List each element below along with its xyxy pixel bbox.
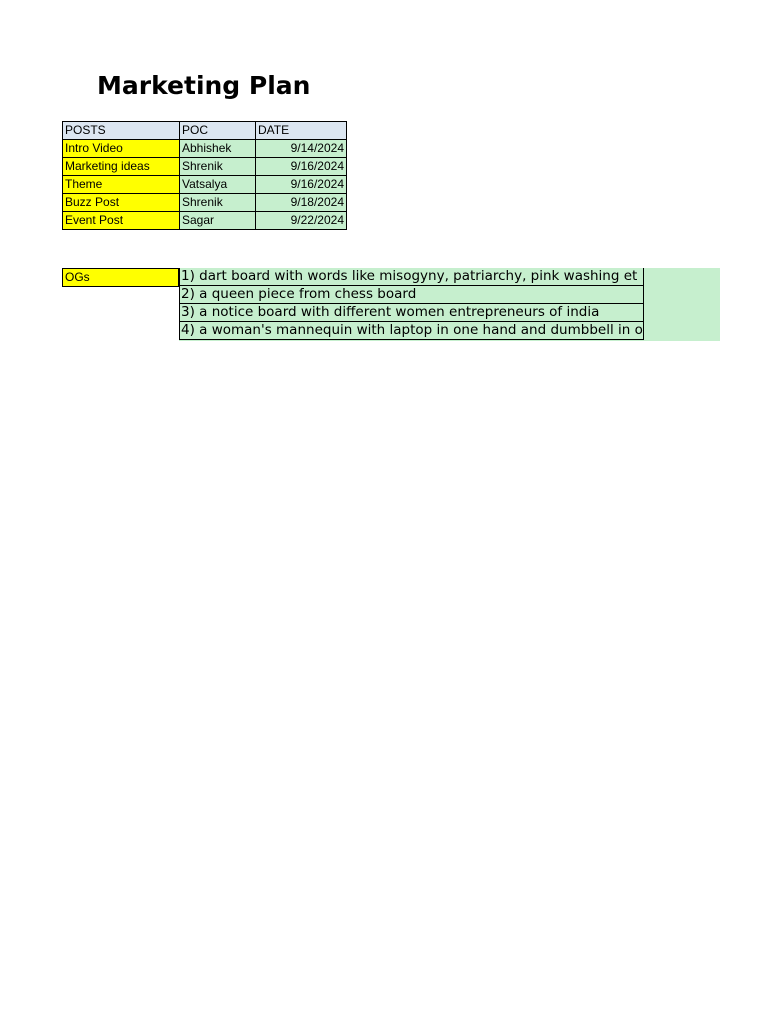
post-cell[interactable]: Event Post (63, 212, 180, 230)
ogs-label-cell[interactable]: OGs (62, 268, 179, 287)
og-item[interactable]: 4) a woman's mannequin with laptop in one hand and dumbbell in o (181, 322, 643, 338)
og-item[interactable]: 1) dart board with words like misogyny, patriarchy, pink washing et (179, 268, 644, 286)
ogs-list (179, 268, 644, 340)
og-item[interactable]: 3) a notice board with different women entrepreneurs of india (179, 304, 644, 322)
date-cell[interactable]: 9/18/2024 (256, 194, 347, 212)
post-cell[interactable]: Intro Video (63, 140, 180, 158)
og-item[interactable]: 2) a queen piece from chess board (179, 286, 644, 304)
table-header-row (63, 122, 347, 140)
header-poc[interactable]: POC (180, 122, 256, 140)
table-row (63, 158, 347, 176)
poc-cell[interactable]: Abhishek (180, 140, 256, 158)
poc-cell[interactable]: Vatsalya (180, 176, 256, 194)
table-row (63, 194, 347, 212)
poc-cell[interactable]: Shrenik (180, 158, 256, 176)
post-cell[interactable]: Theme (63, 176, 180, 194)
date-cell[interactable]: 9/14/2024 (256, 140, 347, 158)
post-cell[interactable]: Buzz Post (63, 194, 180, 212)
poc-cell[interactable]: Shrenik (180, 194, 256, 212)
page-title: Marketing Plan (97, 71, 311, 100)
table-row (63, 212, 347, 230)
post-cell[interactable]: Marketing ideas (63, 158, 180, 176)
header-posts[interactable]: POSTS (63, 122, 180, 140)
poc-cell[interactable]: Sagar (180, 212, 256, 230)
table-row (63, 140, 347, 158)
header-date[interactable]: DATE (256, 122, 347, 140)
date-cell[interactable]: 9/16/2024 (256, 176, 347, 194)
posts-table (62, 121, 347, 230)
date-cell[interactable]: 9/22/2024 (256, 212, 347, 230)
table-row (63, 176, 347, 194)
date-cell[interactable]: 9/16/2024 (256, 158, 347, 176)
